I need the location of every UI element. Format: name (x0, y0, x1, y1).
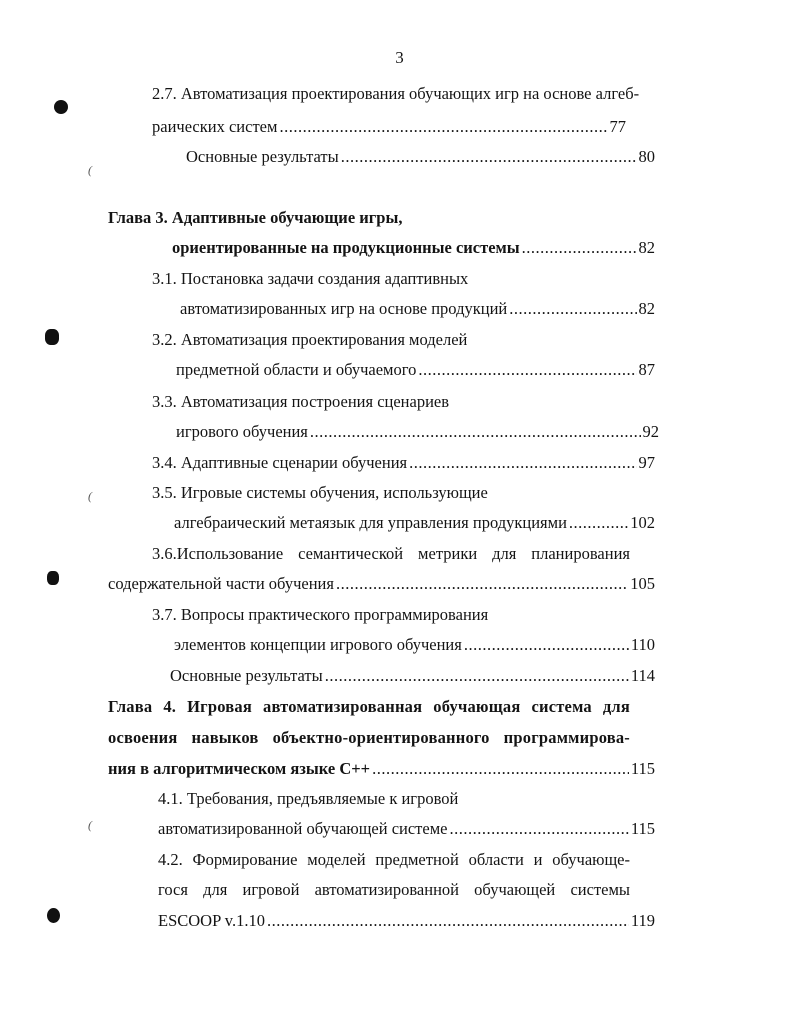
toc-entry-4-2-line2: гося для игровой автоматизированной обучающей системы (158, 880, 630, 899)
toc-entry-title: 3.4. Адаптивные сценарии обучения (152, 453, 408, 472)
toc-entry-3-6 (108, 574, 655, 594)
toc-entry-3-7-line2: элементов концепции игрового обучения (174, 635, 462, 654)
dot-leader (341, 147, 637, 167)
toc-entry-3-3-line1: 3.3. Автоматизация построения сценариев (152, 392, 450, 411)
toc-page-number: 110 (630, 635, 655, 654)
toc-page-number: 82 (638, 299, 655, 318)
toc-entry-4-2 (158, 911, 655, 931)
dot-leader (372, 759, 629, 779)
dot-leader (522, 238, 637, 258)
dot-leader (336, 574, 628, 594)
dot-leader (418, 360, 636, 380)
toc-page-number: 80 (638, 147, 655, 166)
binding-hole-mark (45, 329, 59, 345)
dot-leader (325, 666, 629, 686)
dot-leader (267, 911, 629, 931)
toc-entry-ch3-results (170, 666, 655, 686)
toc-entry-3-7 (174, 635, 655, 655)
toc-page-number: 102 (630, 513, 655, 532)
toc-entry-3-1 (180, 299, 655, 319)
dot-leader (409, 453, 636, 473)
toc-entry-3-5 (174, 513, 655, 533)
toc-entry-2-7-line1: 2.7. Автоматизация проектирования обучающих игр на основе алгеб- (152, 84, 640, 103)
toc-entry-4-1-line1: 4.1. Требования, предъявляемые к игровой (158, 789, 459, 808)
toc-entry-3-1-line1: 3.1. Постановка задачи создания адаптивных (152, 269, 469, 288)
toc-page-number: 92 (642, 422, 659, 441)
binding-hole-mark (47, 571, 59, 585)
toc-entry-3-3 (176, 422, 659, 442)
toc-entry-2-7 (152, 117, 626, 137)
dot-leader (569, 513, 628, 533)
toc-entry-title: Основные результаты (170, 666, 323, 685)
page-number: 3 (395, 48, 404, 67)
toc-page-number: 87 (638, 360, 655, 379)
toc-entry-3-6-line2: содержательной части обучения (108, 574, 334, 593)
toc-page-number: 105 (630, 574, 655, 593)
toc-chapter-3-line2: ориентированные на продукционные системы (172, 238, 520, 257)
toc-entry-3-5-line1: 3.5. Игровые системы обучения, использующие (152, 483, 488, 502)
toc-chapter-4-line1: Глава 4. Игровая автоматизированная обучающая система для (108, 697, 630, 716)
toc-entry-3-1-line2: автоматизированных игр на основе продукций (180, 299, 508, 318)
scan-speck-icon: ( (88, 489, 92, 503)
dot-leader (449, 819, 628, 839)
toc-entry-4-2-line1: 4.2. Формирование моделей предметной области и обучающе- (158, 850, 630, 869)
dot-leader (464, 635, 629, 655)
toc-page-number: 115 (630, 819, 655, 838)
scan-speck-icon: ( (88, 818, 92, 832)
toc-chapter-4-line2: освоения навыков объектно-ориентированного программирова- (108, 728, 630, 747)
toc-entry-4-1 (158, 819, 655, 839)
toc-chapter-4-line3: ния в алгоритмическом языке С++ (108, 759, 371, 778)
toc-chapter-4 (108, 759, 655, 779)
toc-entry-3-2-line1: 3.2. Автоматизация проектирования моделей (152, 330, 468, 349)
toc-entry-4-2-line3: ESCOOP v.1.10 (158, 911, 265, 930)
toc-entry-3-4 (152, 453, 655, 473)
toc-entry-3-2-line2: предметной области и обучаемого (176, 360, 417, 379)
toc-page-number: 115 (630, 759, 655, 778)
scan-speck-icon: ( (88, 163, 92, 177)
toc-chapter-3 (172, 238, 655, 258)
binding-hole-mark (54, 100, 68, 114)
toc-entry-3-7-line1: 3.7. Вопросы практического программирования (152, 605, 489, 624)
toc-entry-3-5-line2: алгебраический метаязык для управления продукциями (174, 513, 567, 532)
toc-entry-ch2-results (186, 147, 655, 167)
toc-entry-3-2 (176, 360, 655, 380)
toc-entry-3-6-line1: 3.6.Использование семантической метрики для планирования (152, 544, 630, 563)
toc-entry-3-3-line2: игрового обучения (176, 422, 308, 441)
toc-page-number: 77 (609, 117, 626, 136)
toc-page-number: 97 (638, 453, 655, 472)
toc-page-number: 114 (630, 666, 655, 685)
toc-entry-4-1-line2: автоматизированной обучающей системе (158, 819, 448, 838)
dot-leader (509, 299, 636, 319)
binding-hole-mark (47, 908, 60, 923)
dot-leader (310, 422, 641, 442)
toc-entry-2-7-line2: раических систем (152, 117, 278, 136)
dot-leader (279, 117, 607, 137)
toc-entry-title: Основные результаты (186, 147, 339, 166)
toc-page-number: 119 (630, 911, 655, 930)
toc-page-number: 82 (638, 238, 655, 257)
toc-chapter-3-line1: Глава 3. Адаптивные обучающие игры, (108, 208, 403, 227)
